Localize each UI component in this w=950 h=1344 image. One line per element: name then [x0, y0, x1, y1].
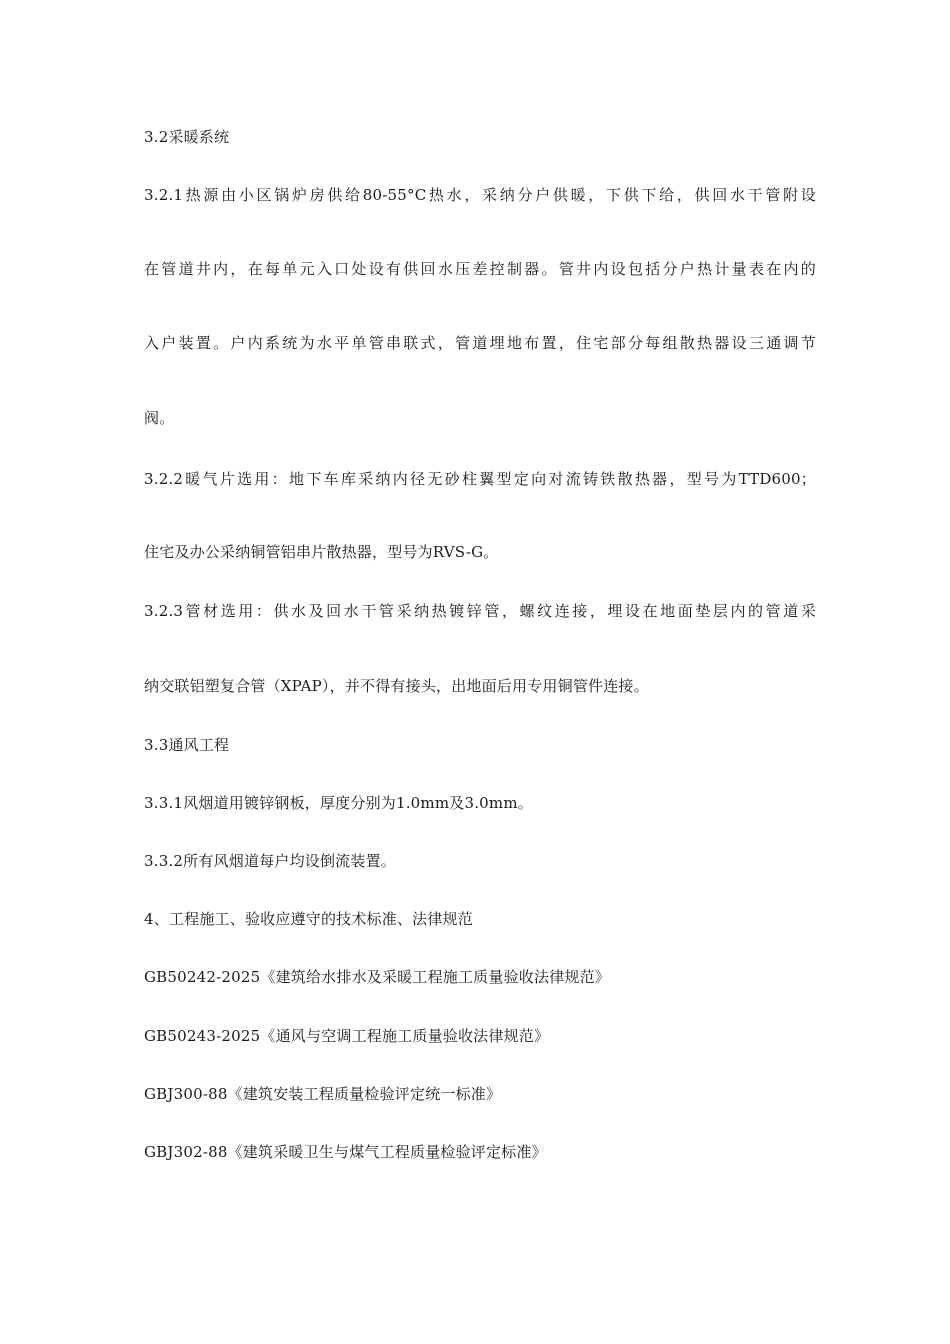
paragraph-line: 3.2.1热源由小区锅炉房供给80-55°C热水，采纳分户供暖，下供下给，供回水干管附设 [144, 186, 816, 204]
paragraph-line: 住宅及办公采纳铜管铝串片散热器，型号为RVS-G。 [144, 543, 499, 561]
paragraph-line: 纳交联铝塑复合管（XPAP），并不得有接头，出地面后用专用铜管件连接。 [144, 677, 649, 695]
standard-reference: GB50242-2025《建筑给水排水及采暖工程施工质量验收法律规范》 [144, 968, 610, 986]
standard-reference: GBJ302-88《建筑采暖卫生与煤气工程质量检验评定标准》 [144, 1143, 547, 1161]
paragraph-line: 3.2.3管材选用：供水及回水干管采纳热镀锌管，螺纹连接，埋设在地面垫层内的管道采 [144, 602, 816, 620]
paragraph-line: 入户装置。户内系统为水平单管串联式，管道埋地布置，住宅部分每组散热器设三通调节 [144, 334, 816, 352]
paragraph-line: 3.2.2暖气片选用：地下车库采纳内径无砂柱翼型定向对流铸铁散热器，型号为TTD600； [144, 470, 816, 488]
standard-reference: GBJ300-88《建筑安装工程质量检验评定统一标准》 [144, 1085, 502, 1103]
paragraph-line: 阀。 [144, 409, 175, 427]
paragraph-line: 3.3.1风烟道用镀锌钢板，厚度分别为1.0mm及3.0mm。 [144, 794, 533, 812]
section-heading-3-2: 3.2采暖系统 [144, 128, 230, 146]
section-heading-3-3: 3.3通风工程 [144, 736, 230, 754]
paragraph-line: 在管道井内，在每单元入口处设有供回水压差控制器。管井内设包括分户热计量表在内的 [144, 260, 816, 278]
paragraph-line: 3.3.2所有风烟道每户均设倒流装置。 [144, 852, 396, 870]
standard-reference: GB50243-2025《通风与空调工程施工质量验收法律规范》 [144, 1027, 550, 1045]
section-heading-4: 4、工程施工、验收应遵守的技术标准、法律规范 [144, 910, 473, 928]
